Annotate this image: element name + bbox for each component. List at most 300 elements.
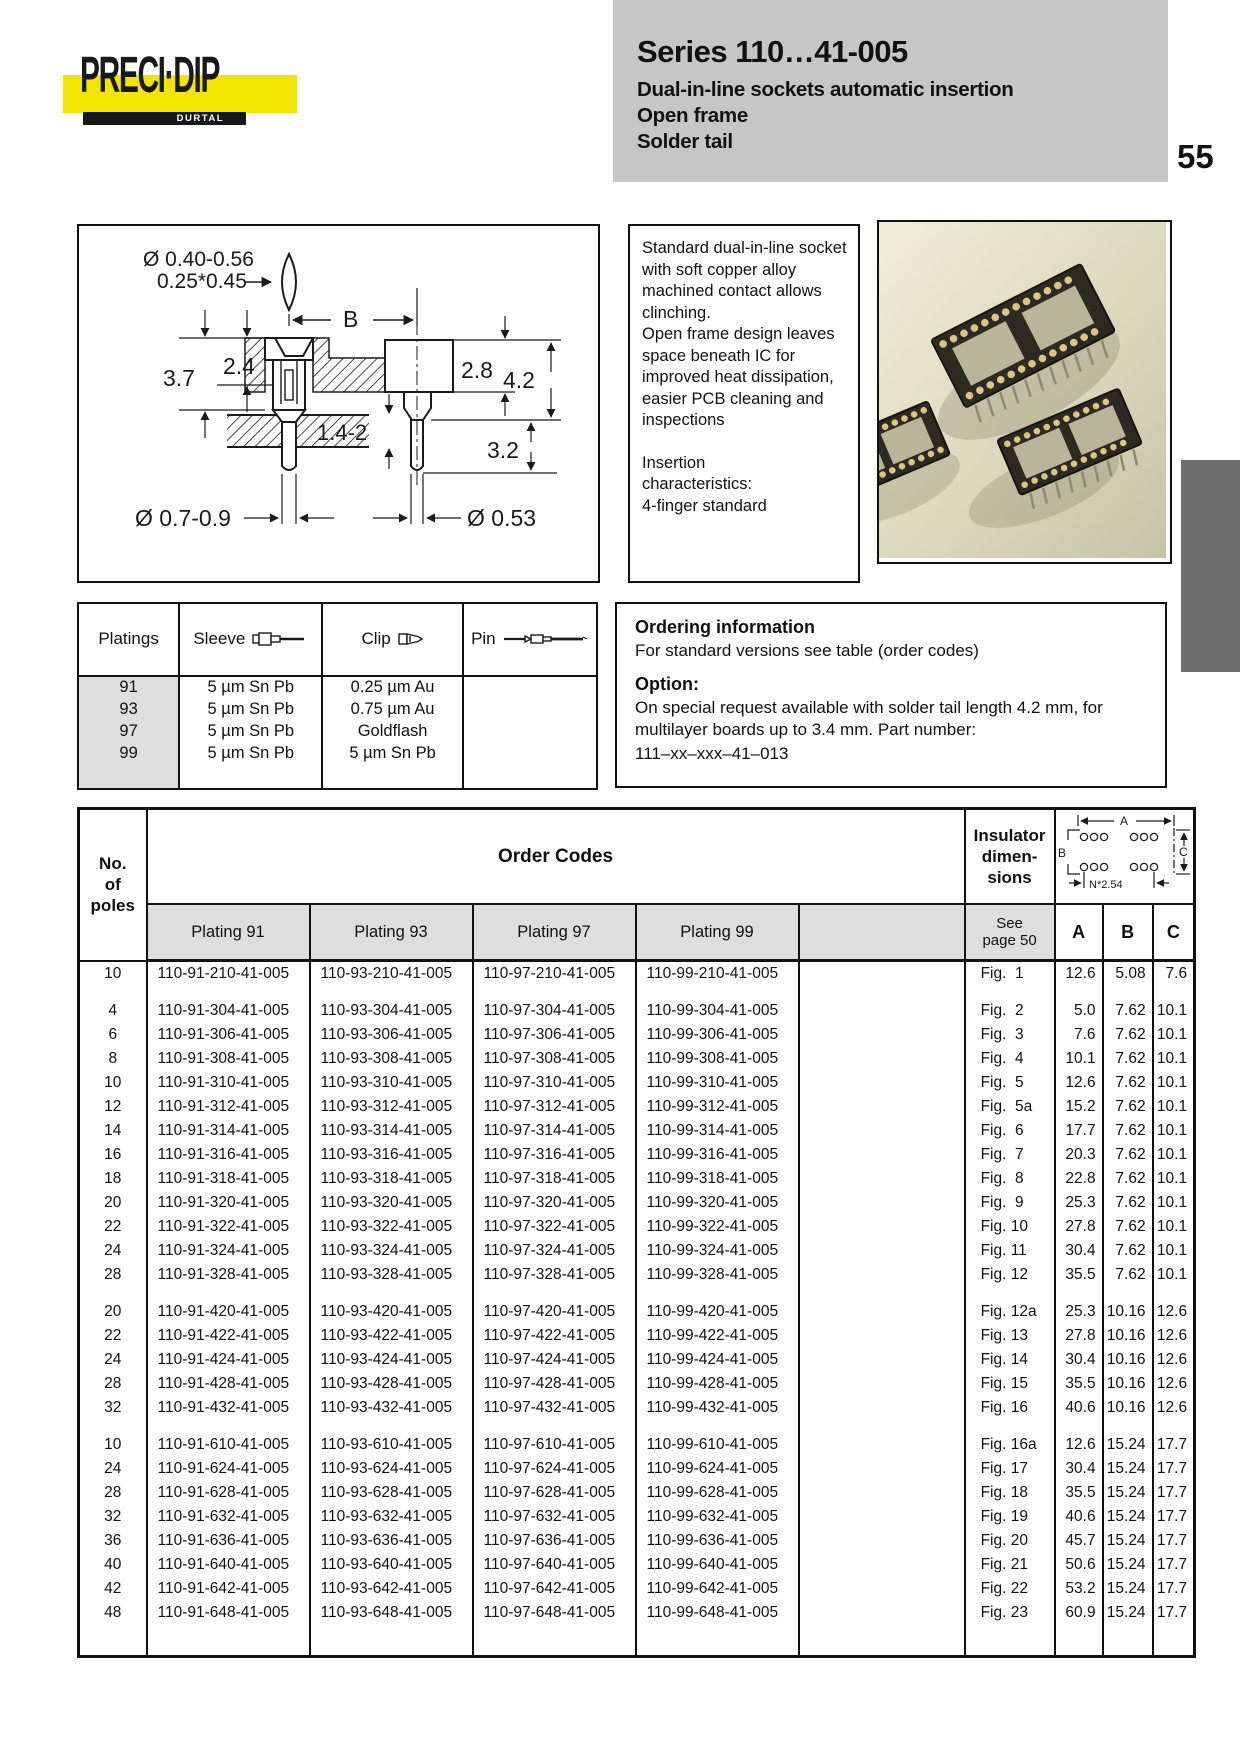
- order-code-cell: 110-99-422-41-005: [636, 1324, 799, 1348]
- order-table-row: [79, 1167, 1195, 1191]
- dim-label: 0.25*0.45: [157, 270, 247, 293]
- blank-cell: [799, 1300, 965, 1324]
- dim-b-cell: 15.24: [1103, 1601, 1153, 1625]
- dim-b-cell: 5.08: [1103, 961, 1153, 987]
- order-code-cell: 110-97-628-41-005: [473, 1481, 636, 1505]
- blank-cell: [799, 1239, 965, 1263]
- fig-cell: Fig. 23: [965, 1601, 1055, 1625]
- dim-b-cell: 7.62: [1103, 1095, 1153, 1119]
- clip-icon: [398, 632, 424, 646]
- poles-cell: 14: [79, 1119, 147, 1143]
- order-code-cell: 110-97-420-41-005: [473, 1300, 636, 1324]
- order-code-cell: 110-97-428-41-005: [473, 1372, 636, 1396]
- dim-c-cell: 10.1: [1153, 1263, 1195, 1287]
- order-code-cell: 110-93-318-41-005: [310, 1167, 473, 1191]
- dim-a-cell: 20.3: [1055, 1143, 1103, 1167]
- order-code-cell: 110-99-420-41-005: [636, 1300, 799, 1324]
- dim-a-cell: 60.9: [1055, 1601, 1103, 1625]
- order-code-cell: 110-97-308-41-005: [473, 1047, 636, 1071]
- fig-cell: Fig. 18: [965, 1481, 1055, 1505]
- fig-cell: Fig. 9: [965, 1191, 1055, 1215]
- blank-cell: [799, 999, 965, 1023]
- order-table-row: [79, 1239, 1195, 1263]
- order-table-row: [79, 1457, 1195, 1481]
- dim-b-cell: 10.16: [1103, 1372, 1153, 1396]
- dim-b-cell: 15.24: [1103, 1529, 1153, 1553]
- plating-93-col-header: Plating 93: [310, 904, 473, 961]
- order-code-cell: 110-97-432-41-005: [473, 1396, 636, 1420]
- blank-cell: [799, 1529, 965, 1553]
- order-code-cell: 110-99-632-41-005: [636, 1505, 799, 1529]
- order-code-cell: 110-91-428-41-005: [147, 1372, 310, 1396]
- order-code-cell: 110-93-422-41-005: [310, 1324, 473, 1348]
- dim-b-cell: 15.24: [1103, 1553, 1153, 1577]
- order-code-cell: 110-91-624-41-005: [147, 1457, 310, 1481]
- order-table-row: [79, 1143, 1195, 1167]
- order-code-cell: 110-91-640-41-005: [147, 1553, 310, 1577]
- order-code-cell: 110-93-310-41-005: [310, 1071, 473, 1095]
- poles-cell: 28: [79, 1372, 147, 1396]
- order-code-cell: 110-97-642-41-005: [473, 1577, 636, 1601]
- description-line: 4-finger standard: [642, 496, 767, 515]
- fig-cell: Fig. 5a: [965, 1095, 1055, 1119]
- order-code-cell: 110-91-636-41-005: [147, 1529, 310, 1553]
- order-code-cell: 110-99-628-41-005: [636, 1481, 799, 1505]
- order-code-cell: 110-93-624-41-005: [310, 1457, 473, 1481]
- header-title-box: [613, 0, 1168, 182]
- dim-a-cell: 5.0: [1055, 999, 1103, 1023]
- dim-b-cell: 10.16: [1103, 1396, 1153, 1420]
- order-code-cell: 110-93-648-41-005: [310, 1601, 473, 1625]
- preci-dip-logo: PRECI·DIP: [80, 47, 220, 104]
- cross-section-drawing: [79, 226, 597, 580]
- order-code-cell: 110-91-424-41-005: [147, 1348, 310, 1372]
- order-code-cell: 110-97-424-41-005: [473, 1348, 636, 1372]
- order-table-row: [79, 1119, 1195, 1143]
- order-code-cell: 110-93-324-41-005: [310, 1239, 473, 1263]
- dim-c-cell: 10.1: [1153, 1239, 1195, 1263]
- dim-b-cell: 15.24: [1103, 1433, 1153, 1457]
- dim-c-col-header: C: [1153, 904, 1195, 961]
- poles-col-header: No. of poles: [79, 809, 147, 961]
- blank-cell: [799, 1505, 965, 1529]
- plating-cell: 93: [79, 699, 179, 721]
- order-code-cell: 110-99-624-41-005: [636, 1457, 799, 1481]
- order-code-cell: 110-93-320-41-005: [310, 1191, 473, 1215]
- dim-a-cell: 17.7: [1055, 1119, 1103, 1143]
- dim-c-cell: 12.6: [1153, 1300, 1195, 1324]
- dim-label: 1.4-2: [317, 420, 368, 445]
- dim-b-cell: 10.16: [1103, 1348, 1153, 1372]
- order-code-cell: 110-93-432-41-005: [310, 1396, 473, 1420]
- poles-cell: 40: [79, 1553, 147, 1577]
- dim-c-cell: 10.1: [1153, 1071, 1195, 1095]
- order-code-cell: 110-99-424-41-005: [636, 1348, 799, 1372]
- description-line: Insertion: [642, 453, 706, 472]
- order-code-cell: 110-91-306-41-005: [147, 1023, 310, 1047]
- dim-b-cell: 15.24: [1103, 1481, 1153, 1505]
- dim-c-cell: 10.1: [1153, 1167, 1195, 1191]
- fig-cell: Fig. 11: [965, 1239, 1055, 1263]
- sleeve-cell: 5 µm Sn Pb: [179, 743, 322, 765]
- fig-cell: Fig. 7: [965, 1143, 1055, 1167]
- dim-c-cell: 17.7: [1153, 1601, 1195, 1625]
- order-table-row: [79, 1215, 1195, 1239]
- blank-cell: [799, 1433, 965, 1457]
- plating-97-col-header: Plating 97: [473, 904, 636, 961]
- order-code-cell: 110-93-316-41-005: [310, 1143, 473, 1167]
- dim-c-cell: 10.1: [1153, 1119, 1195, 1143]
- order-table-header-row-2: [79, 904, 1195, 961]
- fig-cell: Fig. 19: [965, 1505, 1055, 1529]
- order-code-cell: 110-99-322-41-005: [636, 1215, 799, 1239]
- diagram-a-label: A: [1119, 814, 1128, 828]
- dim-b-cell: 10.16: [1103, 1324, 1153, 1348]
- fig-cell: Fig. 12a: [965, 1300, 1055, 1324]
- product-photo: [877, 220, 1172, 564]
- order-code-cell: 110-97-324-41-005: [473, 1239, 636, 1263]
- order-code-cell: 110-91-610-41-005: [147, 1433, 310, 1457]
- order-code-cell: 110-93-640-41-005: [310, 1553, 473, 1577]
- order-code-cell: 110-99-308-41-005: [636, 1047, 799, 1071]
- insertion-characteristics-text: [642, 453, 850, 518]
- poles-cell: 10: [79, 961, 147, 987]
- clip-cell: Goldflash: [322, 721, 462, 743]
- order-code-cell: 110-99-642-41-005: [636, 1577, 799, 1601]
- order-code-cell: 110-93-428-41-005: [310, 1372, 473, 1396]
- fig-cell: Fig. 5: [965, 1071, 1055, 1095]
- order-table-row: [79, 1481, 1195, 1505]
- order-code-cell: 110-97-312-41-005: [473, 1095, 636, 1119]
- dim-label: Ø 0.7-0.9: [135, 505, 231, 531]
- order-table-row: [79, 1023, 1195, 1047]
- insulator-diagram: [1055, 809, 1195, 905]
- fig-cell: Fig. 1: [965, 961, 1055, 987]
- order-code-cell: 110-99-432-41-005: [636, 1396, 799, 1420]
- poles-cell: 10: [79, 1433, 147, 1457]
- page-title: Series 110…41-005: [637, 34, 908, 69]
- order-code-cell: 110-99-306-41-005: [636, 1023, 799, 1047]
- dim-b-cell: 7.62: [1103, 1143, 1153, 1167]
- order-table-row: [79, 1505, 1195, 1529]
- blank-cell: [799, 1191, 965, 1215]
- fig-cell: Fig. 16a: [965, 1433, 1055, 1457]
- plating-91-col-header: Plating 91: [147, 904, 310, 961]
- order-code-cell: 110-91-422-41-005: [147, 1324, 310, 1348]
- order-code-cell: 110-91-322-41-005: [147, 1215, 310, 1239]
- poles-cell: 22: [79, 1215, 147, 1239]
- dim-label: 2.4: [223, 353, 255, 379]
- order-code-cell: 110-99-318-41-005: [636, 1167, 799, 1191]
- blank-cell: [799, 1215, 965, 1239]
- diagram-pitch-label: N*2.54: [1088, 879, 1123, 891]
- fig-cell: Fig. 21: [965, 1553, 1055, 1577]
- order-code-cell: 110-97-310-41-005: [473, 1071, 636, 1095]
- order-code-cell: 110-99-210-41-005: [636, 961, 799, 987]
- dim-a-col-header: A: [1055, 904, 1103, 961]
- order-code-cell: 110-93-308-41-005: [310, 1047, 473, 1071]
- logo-division-bar: [83, 112, 246, 125]
- dim-a-cell: 22.8: [1055, 1167, 1103, 1191]
- order-table-row: [79, 1553, 1195, 1577]
- order-code-cell: 110-91-310-41-005: [147, 1071, 310, 1095]
- dim-label: 4.2: [503, 367, 535, 393]
- dim-c-cell: 10.1: [1153, 999, 1195, 1023]
- order-codes-header: Order Codes: [147, 809, 965, 905]
- dim-a-cell: 12.6: [1055, 1071, 1103, 1095]
- order-code-cell: 110-99-610-41-005: [636, 1433, 799, 1457]
- order-code-cell: 110-91-432-41-005: [147, 1396, 310, 1420]
- dim-a-cell: 25.3: [1055, 1300, 1103, 1324]
- order-code-cell: 110-93-328-41-005: [310, 1263, 473, 1287]
- ordering-information-box: [615, 602, 1167, 788]
- description-line: characteristics:: [642, 475, 753, 493]
- description-box: [628, 224, 860, 583]
- dim-a-cell: 30.4: [1055, 1457, 1103, 1481]
- dim-c-cell: 12.6: [1153, 1348, 1195, 1372]
- dim-c-cell: 10.1: [1153, 1047, 1195, 1071]
- dim-a-cell: 7.6: [1055, 1023, 1103, 1047]
- order-table-row: [79, 1348, 1195, 1372]
- order-codes-table: [77, 807, 1196, 1658]
- pin-cell: [463, 743, 596, 765]
- order-table-row: [79, 1529, 1195, 1553]
- order-code-cell: 110-99-428-41-005: [636, 1372, 799, 1396]
- poles-cell: 22: [79, 1324, 147, 1348]
- order-code-cell: 110-99-328-41-005: [636, 1263, 799, 1287]
- blank-cell: [799, 1396, 965, 1420]
- dim-c-cell: 17.7: [1153, 1457, 1195, 1481]
- blank-cell: [799, 1023, 965, 1047]
- clip-cell: 5 µm Sn Pb: [322, 743, 462, 765]
- subtitle-line: Dual-in-line sockets automatic insertion: [637, 78, 1014, 101]
- dim-b-cell: 7.62: [1103, 1047, 1153, 1071]
- dim-b-cell: 15.24: [1103, 1457, 1153, 1481]
- option-text: On special request available with solder tail length 4.2 mm, for multilayer boards up to 3.4 mm. Part number:: [635, 698, 1103, 739]
- pin-cell: [463, 721, 596, 743]
- order-code-cell: 110-97-610-41-005: [473, 1433, 636, 1457]
- dim-a-cell: 30.4: [1055, 1348, 1103, 1372]
- order-code-cell: 110-91-420-41-005: [147, 1300, 310, 1324]
- dim-c-cell: 17.7: [1153, 1529, 1195, 1553]
- dim-label: 3.7: [163, 365, 195, 391]
- dim-c-cell: 17.7: [1153, 1505, 1195, 1529]
- ordering-title: Ordering information: [635, 617, 815, 637]
- plating-cell: 91: [79, 676, 179, 699]
- pin-icon: [503, 633, 589, 645]
- blank-cell: [799, 1601, 965, 1625]
- fig-cell: Fig. 2: [965, 999, 1055, 1023]
- fig-cell: Fig. 16: [965, 1396, 1055, 1420]
- order-table-row: [79, 1300, 1195, 1324]
- order-code-cell: 110-97-314-41-005: [473, 1119, 636, 1143]
- dim-c-cell: 17.7: [1153, 1433, 1195, 1457]
- blank-cell: [799, 1372, 965, 1396]
- option-part-number: 111–xx–xxx–41–013: [635, 744, 789, 763]
- table-filler-row: [79, 1625, 1195, 1657]
- subtitle-line: Open frame: [637, 104, 748, 127]
- order-code-cell: 110-93-642-41-005: [310, 1577, 473, 1601]
- poles-cell: 32: [79, 1396, 147, 1420]
- dim-a-cell: 25.3: [1055, 1191, 1103, 1215]
- fig-cell: Fig. 4: [965, 1047, 1055, 1071]
- dim-c-cell: 10.1: [1153, 1095, 1195, 1119]
- sleeve-cell: 5 µm Sn Pb: [179, 721, 322, 743]
- order-table-row: [79, 1577, 1195, 1601]
- poles-cell: 12: [79, 1095, 147, 1119]
- group-spacer-row: [79, 986, 1195, 999]
- dim-c-cell: 10.1: [1153, 1191, 1195, 1215]
- order-code-cell: 110-99-316-41-005: [636, 1143, 799, 1167]
- fig-cell: Fig. 13: [965, 1324, 1055, 1348]
- order-code-cell: 110-99-314-41-005: [636, 1119, 799, 1143]
- order-code-cell: 110-97-636-41-005: [473, 1529, 636, 1553]
- page-number: 55: [1177, 138, 1214, 175]
- dim-label: 2.8: [461, 357, 493, 383]
- fig-cell: Fig. 15: [965, 1372, 1055, 1396]
- order-code-cell: 110-99-310-41-005: [636, 1071, 799, 1095]
- fig-cell: Fig. 10: [965, 1215, 1055, 1239]
- order-code-cell: 110-91-304-41-005: [147, 999, 310, 1023]
- order-code-cell: 110-91-320-41-005: [147, 1191, 310, 1215]
- order-table-row: [79, 1601, 1195, 1625]
- order-code-cell: 110-97-306-41-005: [473, 1023, 636, 1047]
- order-code-cell: 110-97-320-41-005: [473, 1191, 636, 1215]
- blank-cell: [799, 1457, 965, 1481]
- order-code-cell: 110-97-648-41-005: [473, 1601, 636, 1625]
- dim-c-cell: 10.1: [1153, 1023, 1195, 1047]
- sleeve-col-header: Sleeve: [193, 629, 246, 649]
- clip-col-header: Clip: [361, 629, 391, 649]
- dim-b-cell: 7.62: [1103, 1239, 1153, 1263]
- dim-a-cell: 45.7: [1055, 1529, 1103, 1553]
- blank-cell: [799, 1119, 965, 1143]
- clip-contact-glyph: [282, 254, 296, 310]
- dim-a-cell: 10.1: [1055, 1047, 1103, 1071]
- dim-c-cell: 10.1: [1153, 1215, 1195, 1239]
- order-code-cell: 110-97-640-41-005: [473, 1553, 636, 1577]
- order-code-cell: 110-93-312-41-005: [310, 1095, 473, 1119]
- order-code-cell: 110-93-632-41-005: [310, 1505, 473, 1529]
- platings-header-row: [79, 604, 596, 676]
- poles-cell: 32: [79, 1505, 147, 1529]
- dim-a-cell: 12.6: [1055, 961, 1103, 987]
- dim-c-cell: 10.1: [1153, 1143, 1195, 1167]
- order-code-cell: 110-97-624-41-005: [473, 1457, 636, 1481]
- order-table-row: [79, 1263, 1195, 1287]
- order-codes-section: [77, 807, 1196, 1658]
- order-table-header-row-1: [79, 809, 1195, 905]
- order-code-cell: 110-93-420-41-005: [310, 1300, 473, 1324]
- poles-cell: 20: [79, 1300, 147, 1324]
- dim-c-cell: 12.6: [1153, 1372, 1195, 1396]
- order-table-row: [79, 1396, 1195, 1420]
- dim-b-cell: 7.62: [1103, 1191, 1153, 1215]
- blank-cell: [799, 1324, 965, 1348]
- order-code-cell: 110-93-314-41-005: [310, 1119, 473, 1143]
- pin-cell: [463, 699, 596, 721]
- dim-label: Ø 0.53: [467, 505, 537, 531]
- dim-a-cell: 35.5: [1055, 1372, 1103, 1396]
- platings-col-header: Platings: [79, 604, 179, 676]
- order-table-row: [79, 1047, 1195, 1071]
- dim-a-cell: 35.5: [1055, 1263, 1103, 1287]
- blank-cell: [799, 1553, 965, 1577]
- platings-table-box: [77, 602, 598, 790]
- order-code-cell: 110-91-632-41-005: [147, 1505, 310, 1529]
- dim-b-cell: 7.62: [1103, 1167, 1153, 1191]
- clip-cell: 0.25 µm Au: [322, 676, 462, 699]
- platings-row: [79, 676, 596, 699]
- pin-col-header: Pin: [471, 629, 496, 649]
- dim-c-cell: 12.6: [1153, 1324, 1195, 1348]
- order-code-cell: 110-97-422-41-005: [473, 1324, 636, 1348]
- fig-cell: Fig. 22: [965, 1577, 1055, 1601]
- dim-b-cell: 10.16: [1103, 1300, 1153, 1324]
- blank-cell: [799, 1577, 965, 1601]
- technical-drawing-box: [77, 224, 600, 583]
- poles-cell: 8: [79, 1047, 147, 1071]
- poles-cell: 24: [79, 1239, 147, 1263]
- blank-cell: [799, 1263, 965, 1287]
- blank-cell: [799, 1481, 965, 1505]
- order-code-cell: 110-91-648-41-005: [147, 1601, 310, 1625]
- platings-filler-row: [79, 765, 596, 788]
- fig-cell: Fig. 12: [965, 1263, 1055, 1287]
- dim-a-cell: 15.2: [1055, 1095, 1103, 1119]
- order-code-cell: 110-97-210-41-005: [473, 961, 636, 987]
- dim-label: B: [343, 306, 359, 332]
- order-code-cell: 110-97-322-41-005: [473, 1215, 636, 1239]
- poles-cell: 36: [79, 1529, 147, 1553]
- blank-col-header: [799, 904, 965, 961]
- dim-b-cell: 7.62: [1103, 1023, 1153, 1047]
- order-code-cell: 110-99-320-41-005: [636, 1191, 799, 1215]
- order-code-cell: 110-99-304-41-005: [636, 999, 799, 1023]
- order-code-cell: 110-91-308-41-005: [147, 1047, 310, 1071]
- dim-b-cell: 15.24: [1103, 1505, 1153, 1529]
- order-table-row: [79, 961, 1195, 987]
- blank-cell: [799, 1143, 965, 1167]
- plating-99-col-header: Plating 99: [636, 904, 799, 961]
- sleeve-icon: [252, 632, 308, 646]
- dim-b-col-header: B: [1103, 904, 1153, 961]
- dim-b-cell: 7.62: [1103, 1071, 1153, 1095]
- poles-cell: 24: [79, 1348, 147, 1372]
- order-table-row: [79, 999, 1195, 1023]
- order-table-row: [79, 1095, 1195, 1119]
- dim-c-cell: 7.6: [1153, 961, 1195, 987]
- group-spacer-row: [79, 1287, 1195, 1300]
- plating-cell: 99: [79, 743, 179, 765]
- option-label: Option:: [635, 674, 699, 694]
- order-code-cell: 110-93-210-41-005: [310, 961, 473, 987]
- order-code-cell: 110-91-328-41-005: [147, 1263, 310, 1287]
- order-code-cell: 110-93-610-41-005: [310, 1433, 473, 1457]
- dim-a-cell: 27.8: [1055, 1324, 1103, 1348]
- poles-cell: 6: [79, 1023, 147, 1047]
- order-code-cell: 110-97-316-41-005: [473, 1143, 636, 1167]
- description-line: Open frame design leaves space beneath IC for improved heat dissipation, easier PCB cleaning and inspections: [642, 325, 835, 429]
- clip-cell: 0.75 µm Au: [322, 699, 462, 721]
- dim-a-cell: 27.8: [1055, 1215, 1103, 1239]
- order-code-cell: 110-99-648-41-005: [636, 1601, 799, 1625]
- order-code-cell: 110-91-210-41-005: [147, 961, 310, 987]
- blank-cell: [799, 1095, 965, 1119]
- dim-c-cell: 17.7: [1153, 1481, 1195, 1505]
- sleeve-cell: 5 µm Sn Pb: [179, 676, 322, 699]
- subtitle-line: Solder tail: [637, 130, 733, 153]
